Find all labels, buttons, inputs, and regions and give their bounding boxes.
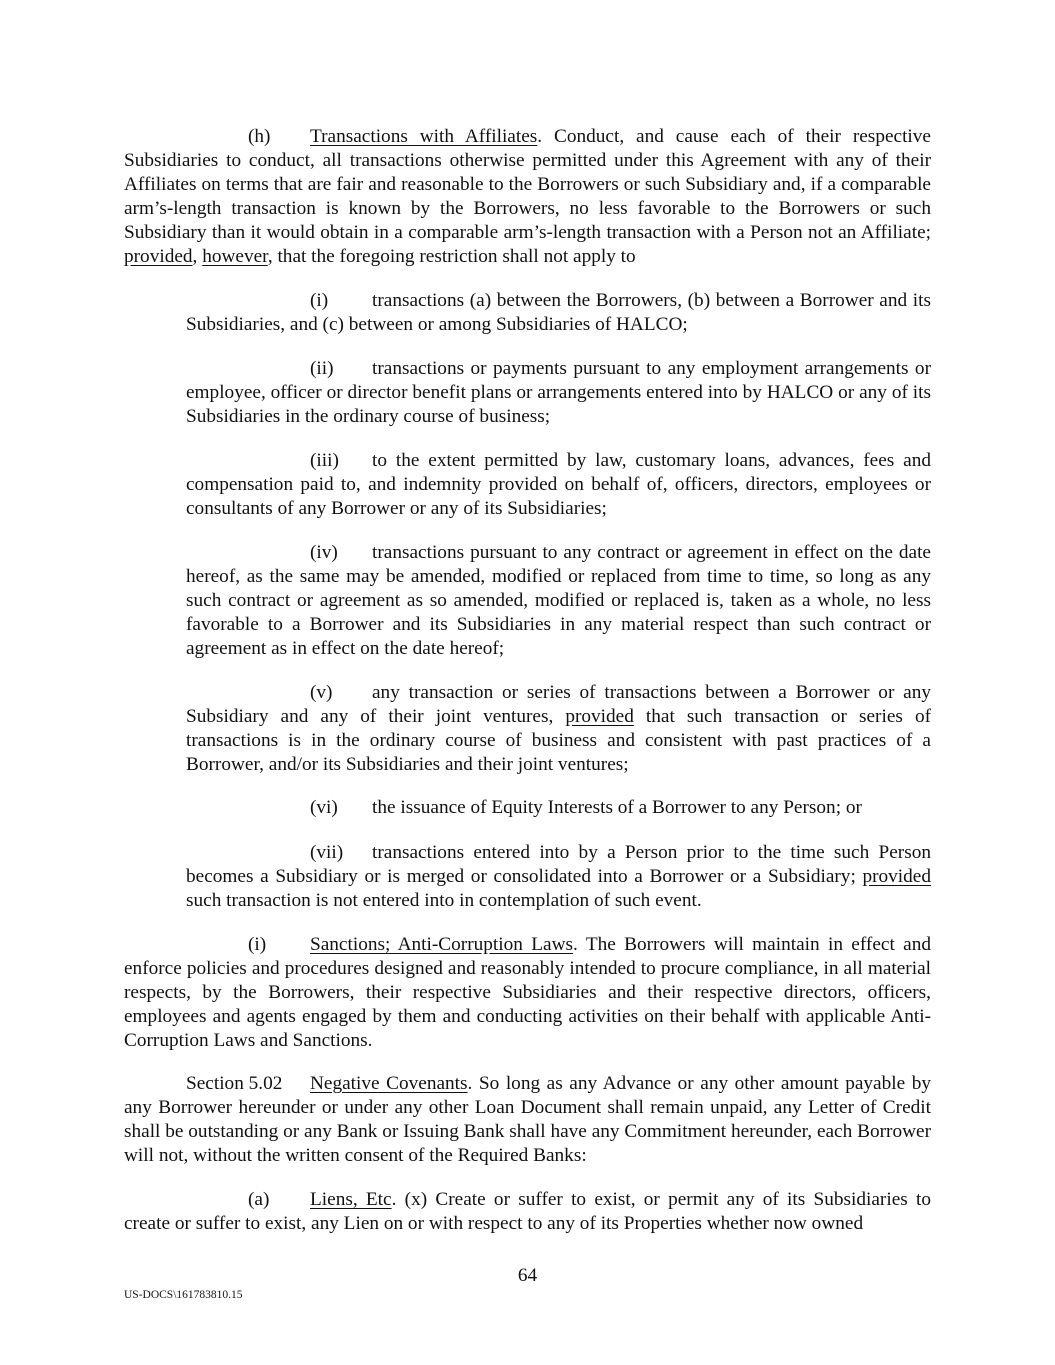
section-5-02: Section 5.02 Negative Covenants. So long as any Advance or any other amount payable by any Borrower hereunder or under any other Loan Document shall remain unpaid, any Letter of Credit shall be outstanding or any Bank or Issuing Bank shall have any Commitment hereunder, each Borrower will not, without the written consent of the Required Banks: (124, 1073, 931, 1166)
page-number: 64 (517, 1265, 538, 1286)
sub-item-vi: (vi) the issuance of Equity Interests of a Borrower to any Person; or (310, 797, 862, 818)
heading-negative-covenants: Negative Covenants (310, 1073, 468, 1094)
section-label: Section 5.02 (186, 1073, 283, 1094)
paragraph-h: (h) Transactions with Affiliates. Conduct, and cause each of their respective Subsidiaries to conduct, all transactions otherwise permitted under this Agreement with any of their Affiliates on terms that are fair and reasonable to the Borrowers or such Subsidiary and, if a comparable arm’s-length transaction is known by the Borrowers, no less favorable to the Borrowers or such Subsidiary than it would obtain in a comparable arm’s-length transaction with a Person not an Affiliate; provided, however, that the foregoing restriction shall not apply to (124, 126, 931, 267)
sub-item-ii: (ii) transactions or payments pursuant to any employment arrangements or employee, officer or director benefit plans or arrangements entered into by HALCO or any of its Subsidiaries in the ordinary course of business; (186, 358, 931, 427)
heading-sanctions: Sanctions; Anti-Corruption Laws (310, 934, 574, 955)
sub-item-v: (v) any transaction or series of transactions between a Borrower or any Subsidiary and any of their joint ventures, provided that such transaction or series of transactions is in the ordinary course of business and consistent with past practices of a Borrower, and/or its Subsidiaries and their joint ventures; (186, 682, 932, 775)
sub-item-iii: (iii) to the extent permitted by law, customary loans, advances, fees and compensation paid to, and indemnity provided on behalf of, officers, directors, employees or consultants of any Borrower or any of its Subsidiaries; (186, 450, 931, 519)
heading-transactions-with-affiliates: Transactions with Affiliates (310, 126, 538, 147)
heading-liens: Liens, Etc (310, 1189, 392, 1210)
paragraph-i: (i) Sanctions; Anti-Corruption Laws. The Borrowers will maintain in effect and enforce policies and procedures designed and reasonably intended to procure compliance, in all material respects, by the Borrowers, their respective Subsidiaries and their respective directors, officers, employees and agents engaged by them and conducting activities on their behalf with applicable Anti-Corruption Laws and Sanctions. (124, 934, 931, 1051)
clause-label-a: (a) (248, 1189, 270, 1210)
document-id: US-DOCS\161783810.15 (124, 1289, 243, 1301)
sub-item-iv: (iv) transactions pursuant to any contract or agreement in effect on the date hereof, as the same may be amended, modified or replaced from time to time, so long as any such contract or agreement as so amended, modified or replaced is, taken as a whole, no less favorable to a Borrower and its Subsidiaries in any material respect than such contract or agreement as in effect on the date hereof; (186, 542, 931, 659)
sub-item-vii: (vii) transactions entered into by a Person prior to the time such Person becomes a Subsidiary or is merged or consolidated into a Borrower or a Subsidiary; provided such transaction is not entered into in contemplation of such event. (186, 842, 931, 911)
clause-label-h: (h) (248, 126, 271, 147)
sub-item-i: (i) transactions (a) between the Borrowers, (b) between a Borrower and its Subsidiaries, and (c) between or among Subsidiaries of HALCO; (186, 290, 931, 335)
clause-label-i: (i) (248, 934, 267, 955)
paragraph-a: (a) Liens, Etc. (x) Create or suffer to exist, or permit any of its Subsidiaries to create or suffer to exist, any Lien on or with respect to any of its Properties whether now owned (124, 1189, 931, 1234)
